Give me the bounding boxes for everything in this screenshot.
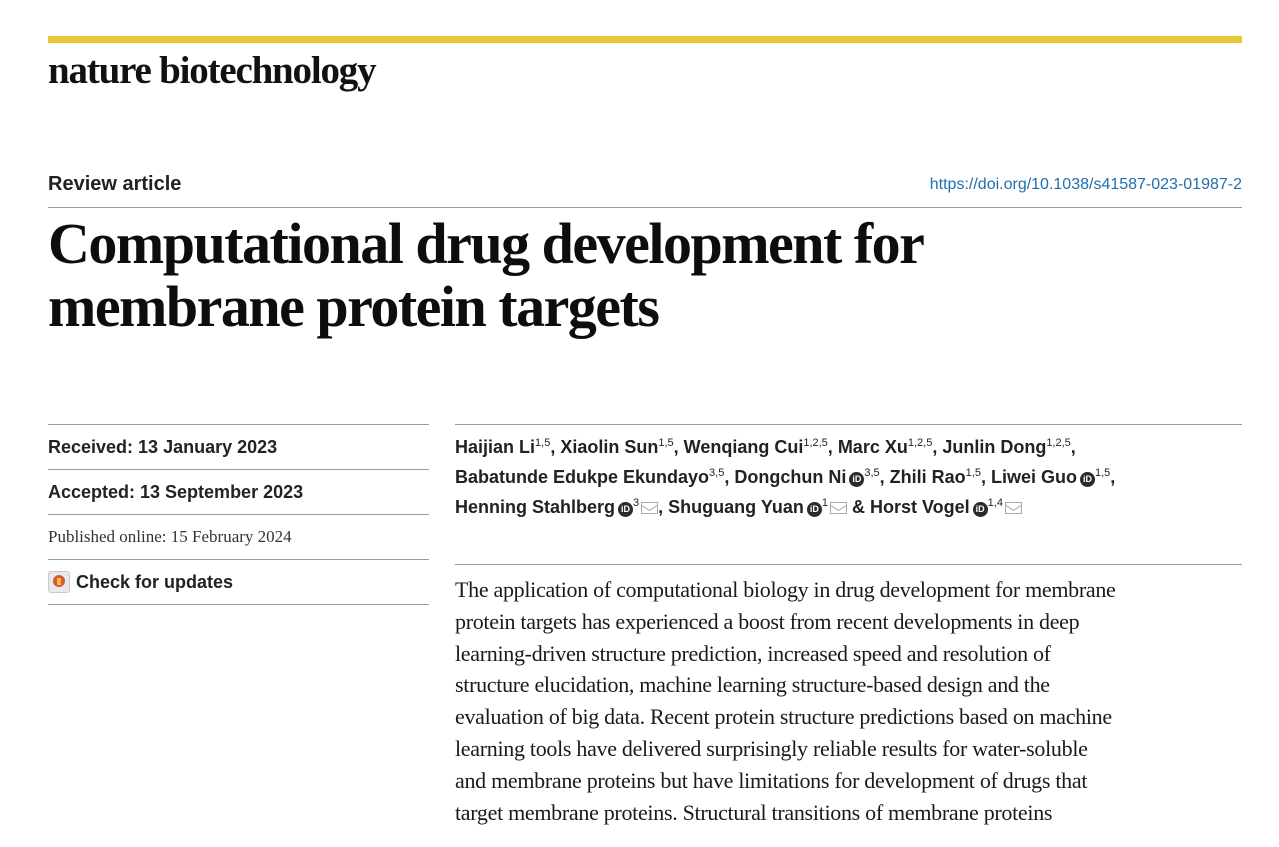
journal-name[interactable]: nature biotechnology <box>48 49 376 92</box>
author-separator: , <box>658 497 669 517</box>
author-item <box>560 437 683 457</box>
author-name[interactable]: Haijian Li <box>455 437 536 457</box>
author-list <box>455 432 1245 522</box>
affiliation-superscript: 1,4 <box>987 497 1003 509</box>
orcid-icon[interactable]: iD <box>973 502 988 517</box>
journal-accent-bar <box>48 36 1242 43</box>
abstract-line: learning-driven structure prediction, increased speed and resolution of <box>455 640 1051 666</box>
author-name[interactable]: Wenqiang Cui <box>683 437 804 457</box>
published-label: Published online: 15 February 2024 <box>48 527 292 546</box>
author-item <box>455 497 668 517</box>
author-item <box>991 467 1115 487</box>
author-separator: , <box>1070 437 1076 457</box>
affiliation-superscript: 1 <box>821 497 828 509</box>
author-separator: , <box>932 437 943 457</box>
affiliation-superscript: 3,5 <box>864 467 880 479</box>
article-type: Review article <box>48 173 182 195</box>
email-icon[interactable] <box>830 502 847 514</box>
author-name[interactable]: Horst Vogel <box>869 497 970 517</box>
affiliation-superscript: 3,5 <box>709 467 725 479</box>
author-name[interactable]: Dongchun Ni <box>734 467 847 487</box>
abstract-line: structure elucidation, machine learning structure-based design and the <box>455 672 1050 698</box>
author-item <box>684 437 838 457</box>
author-name[interactable]: Xiaolin Sun <box>560 437 659 457</box>
orcid-icon[interactable]: iD <box>618 502 633 517</box>
affiliation-superscript: 1,5 <box>1094 467 1111 479</box>
affiliation-superscript: 1,5 <box>535 437 551 449</box>
author-item <box>942 437 1075 457</box>
affiliation-superscript: 1,2,5 <box>803 437 828 449</box>
check-updates-label: Check for updates <box>76 571 234 592</box>
affiliation-superscript: 1,5 <box>658 437 674 449</box>
abstract-line: target membrane proteins. Structural transitions of membrane proteins <box>455 799 1053 825</box>
abstract-line: and membrane proteins but have limitations for development of drugs that <box>455 767 1088 793</box>
abstract-line: protein targets has experienced a boost from recent developments in deep <box>455 608 1080 634</box>
crossmark-icon <box>48 571 70 593</box>
author-item <box>668 497 870 517</box>
abstract <box>455 574 1245 828</box>
author-name[interactable]: Shuguang Yuan <box>668 497 804 517</box>
email-icon[interactable] <box>1005 502 1022 514</box>
orcid-icon[interactable]: iD <box>1080 472 1095 487</box>
authors-divider <box>455 424 1242 425</box>
accepted-date <box>48 470 429 515</box>
affiliation-superscript: 3 <box>633 497 640 509</box>
title-line-1: Computational drug development for <box>48 211 924 276</box>
title-line-2: membrane protein targets <box>48 274 659 339</box>
author-item <box>838 437 943 457</box>
author-separator: , <box>827 437 838 457</box>
author-item <box>870 497 1022 517</box>
abstract-line: The application of computational biology in drug development for membrane <box>455 577 1116 602</box>
author-name[interactable]: Marc Xu <box>837 437 908 457</box>
accepted-label: Accepted: 13 September 2023 <box>48 481 304 502</box>
author-name[interactable]: Liwei Guo <box>990 467 1077 487</box>
author-item <box>455 437 560 457</box>
abstract-line: evaluation of big data. Recent protein structure predictions based on machine <box>455 704 1112 730</box>
author-name[interactable]: Babatunde Edukpe Ekundayo <box>455 467 710 487</box>
orcid-icon[interactable]: iD <box>849 472 864 487</box>
author-name[interactable]: Zhili Rao <box>889 467 966 487</box>
author-separator: , <box>980 467 991 487</box>
author-item <box>890 467 991 487</box>
abstract-divider <box>455 564 1242 565</box>
article-title <box>48 212 1248 338</box>
received-label: Received: 13 January 2023 <box>48 436 278 457</box>
doi-link[interactable]: https://doi.org/10.1038/s41587-023-01987-2 <box>929 176 1242 193</box>
author-separator: , <box>879 467 890 487</box>
author-name[interactable]: Henning Stahlberg <box>455 497 616 517</box>
author-separator: , <box>550 437 561 457</box>
author-separator: , <box>673 437 684 457</box>
author-item <box>734 467 889 487</box>
header-divider <box>48 207 1242 208</box>
author-separator: , <box>1110 467 1116 487</box>
author-item <box>455 467 734 487</box>
orcid-icon[interactable]: iD <box>807 502 822 517</box>
affiliation-superscript: 1,2,5 <box>1046 437 1071 449</box>
email-icon[interactable] <box>641 502 658 514</box>
author-separator: , <box>724 467 735 487</box>
check-for-updates-button[interactable] <box>48 560 429 605</box>
published-date <box>48 515 429 560</box>
author-name[interactable]: Junlin Dong <box>942 437 1047 457</box>
abstract-line: learning tools have delivered surprisingly reliable results for water-soluble <box>455 735 1088 761</box>
affiliation-superscript: 1,2,5 <box>907 437 933 449</box>
affiliation-superscript: 1,5 <box>965 467 981 479</box>
received-date <box>48 425 429 470</box>
author-separator: & <box>846 497 870 517</box>
